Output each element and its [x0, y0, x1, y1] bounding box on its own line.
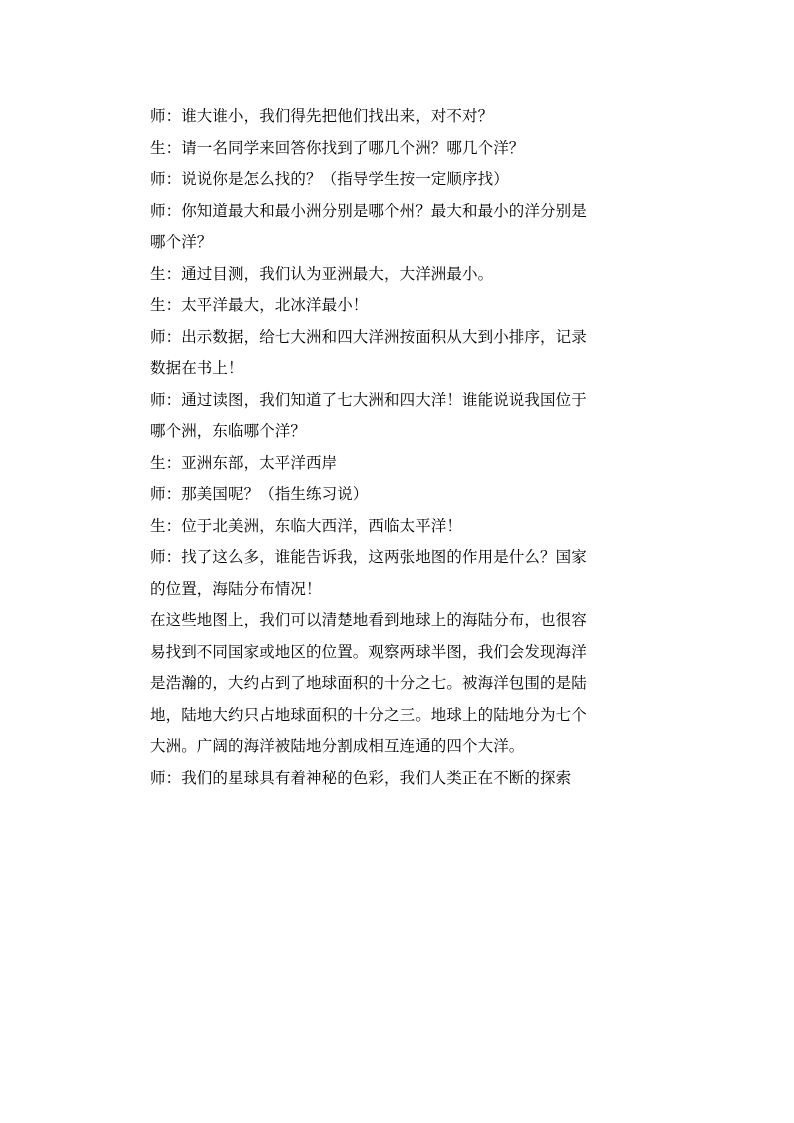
text-line: 师：出示数据，给七大洲和四大洋洲按面积从大到小排序，记录 — [150, 327, 587, 346]
text-line: 大洲。广阔的海洋被陆地分割成相互连通的四个大洋。 — [150, 737, 525, 755]
text-line: 易找到不同国家或地区的位置。观察两球半图，我们会发现海洋 — [150, 642, 587, 661]
text-line: 生：太平洋最大，北冰洋最小！ — [150, 296, 369, 314]
text-line: 生：位于北美洲，东临大西洋，西临太平洋！ — [150, 516, 463, 535]
text-line: 师：说说你是怎么找的？（指导学生按一定顺序找） — [150, 170, 509, 188]
text-line: 的位置，海陆分布情况！ — [150, 579, 322, 598]
document-body — [150, 101, 670, 794]
text-line: 师：我们的星球具有着神秘的色彩，我们人类正在不断的探索 — [150, 768, 572, 787]
text-line: 师：那美国呢？（指生练习说） — [150, 485, 369, 503]
text-line: 生：通过目测，我们认为亚洲最大，大洋洲最小。 — [150, 264, 494, 283]
text-line: 师：找了这么多，谁能告诉我，这两张地图的作用是什么？国家 — [150, 548, 587, 566]
text-line: 生：请一名同学来回答你找到了哪几个洲？哪几个洋？ — [150, 138, 525, 157]
text-line: 师：你知道最大和最小洲分别是哪个州？最大和最小的洋分别是 — [150, 201, 587, 220]
text-line: 在这些地图上，我们可以清楚地看到地球上的海陆分布，也很容 — [150, 611, 587, 629]
text-line: 师：通过读图，我们知道了七大洲和四大洋！谁能说说我国位于 — [150, 390, 587, 409]
text-line: 是浩瀚的，大约占到了地球面积的十分之七。被海洋包围的是陆 — [150, 674, 587, 692]
text-line: 师：谁大谁小，我们得先把他们找出来，对不对？ — [150, 107, 494, 125]
text-line: 地，陆地大约只占地球面积的十分之三。地球上的陆地分为七个 — [150, 705, 587, 724]
text-line: 数据在书上！ — [150, 359, 244, 377]
text-line: 哪个洋？ — [150, 233, 213, 251]
text-line: 生：亚洲东部，太平洋西岸 — [150, 453, 338, 472]
text-line: 哪个洲，东临哪个洋？ — [150, 422, 307, 440]
